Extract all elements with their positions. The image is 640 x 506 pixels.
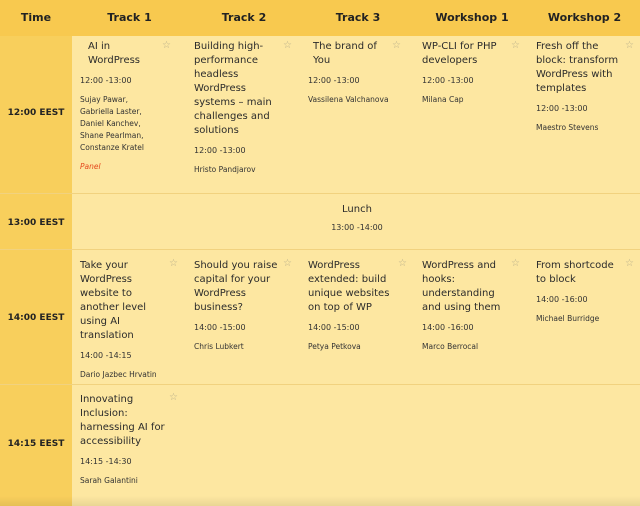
session-card[interactable] xyxy=(536,259,622,325)
session-card[interactable] xyxy=(308,40,392,106)
session-time: 14:00 -15:00 xyxy=(194,323,246,332)
row-divider xyxy=(0,193,640,194)
session-card[interactable] xyxy=(422,40,508,106)
session-card[interactable] xyxy=(80,393,166,487)
session-title[interactable]: WordPress extended: build unique websites on top of WP xyxy=(308,260,390,313)
session-speakers: Vassilena Valchanova xyxy=(308,95,389,104)
session-speakers: Maestro Stevens xyxy=(536,123,599,132)
session-time: 14:00 -16:00 xyxy=(422,323,474,332)
star-outline-icon[interactable]: ☆ xyxy=(162,40,171,51)
session-speakers: Marco Berrocal xyxy=(422,342,479,351)
session-time: 12:00 -13:00 xyxy=(80,76,132,85)
row-divider xyxy=(0,384,640,385)
session-title[interactable]: WordPress and hooks: understanding and using them xyxy=(422,260,501,313)
time-slot-label: 14:15 EEST xyxy=(7,439,65,449)
session-time: 14:00 -16:00 xyxy=(536,295,588,304)
session-speakers: Sujay Pawar, Gabriella Laster, Daniel Kanchev, Shane Pearlman, Constanze Kratel xyxy=(80,95,144,152)
time-slot-label: 12:00 EEST xyxy=(7,108,65,118)
time-slot-label: 14:00 EEST xyxy=(7,313,65,323)
session-speakers: Hristo Pandjarov xyxy=(194,165,256,174)
workshop-1-header: Workshop 1 xyxy=(435,11,509,24)
time-column-header: Time xyxy=(20,11,52,24)
session-card[interactable] xyxy=(194,259,280,353)
track-2-header: Track 2 xyxy=(221,11,267,24)
star-outline-icon[interactable]: ☆ xyxy=(169,258,178,269)
session-title[interactable]: From shortcode to block xyxy=(536,260,614,285)
lunch-break xyxy=(300,203,414,232)
session-card[interactable] xyxy=(80,40,164,174)
session-title[interactable]: The brand of You xyxy=(313,41,377,66)
session-speakers: Milana Cap xyxy=(422,95,464,104)
session-speakers: Chris Lubkert xyxy=(194,342,244,351)
session-title[interactable]: Innovating Inclusion: harnessing AI for accessibility xyxy=(80,394,165,447)
star-outline-icon[interactable]: ☆ xyxy=(169,392,178,403)
session-time: 12:00 -13:00 xyxy=(536,104,588,113)
row-divider xyxy=(0,249,640,250)
session-time: 14:00 -14:15 xyxy=(80,351,132,360)
session-time: 12:00 -13:00 xyxy=(308,76,360,85)
star-outline-icon[interactable]: ☆ xyxy=(511,40,520,51)
track-3-header: Track 3 xyxy=(335,11,381,24)
star-outline-icon[interactable]: ☆ xyxy=(625,258,634,269)
session-card[interactable] xyxy=(422,259,510,353)
star-outline-icon[interactable]: ☆ xyxy=(398,258,407,269)
lunch-title: Lunch xyxy=(342,204,372,215)
session-speakers: Sarah Galantini xyxy=(80,476,138,485)
session-card[interactable] xyxy=(308,259,396,353)
session-type-tag: Panel xyxy=(80,162,101,171)
session-time: 12:00 -13:00 xyxy=(422,76,474,85)
session-title[interactable]: Should you raise capital for your WordPress business? xyxy=(194,260,278,313)
time-slot-label: 13:00 EEST xyxy=(7,218,65,228)
star-outline-icon[interactable]: ☆ xyxy=(392,40,401,51)
star-outline-icon[interactable]: ☆ xyxy=(511,258,520,269)
session-time: 14:00 -15:00 xyxy=(308,323,360,332)
workshop-2-header: Workshop 2 xyxy=(547,11,622,24)
session-card[interactable] xyxy=(536,40,622,134)
session-time: 14:15 -14:30 xyxy=(80,457,132,466)
track-1-header: Track 1 xyxy=(107,11,152,24)
session-title[interactable]: Building high-performance headless WordPress systems – main challenges and solutions xyxy=(194,41,272,136)
lunch-time: 13:00 -14:00 xyxy=(331,223,383,232)
star-outline-icon[interactable]: ☆ xyxy=(625,40,634,51)
session-card[interactable] xyxy=(80,259,168,381)
schedule-header xyxy=(0,0,640,36)
time-column xyxy=(0,36,72,506)
session-title[interactable]: Take your WordPress website to another level using AI translation xyxy=(80,260,147,341)
session-card[interactable] xyxy=(194,40,278,176)
session-speakers: Petya Petkova xyxy=(308,342,361,351)
session-title[interactable]: Fresh off the block: transform WordPress with templates xyxy=(536,41,619,94)
session-speakers: Michael Burridge xyxy=(536,314,600,323)
session-speakers: Dario Jazbec Hrvatin xyxy=(80,370,157,379)
session-title[interactable]: WP-CLI for PHP developers xyxy=(422,41,497,66)
bottom-shadow xyxy=(0,496,640,506)
star-outline-icon[interactable]: ☆ xyxy=(283,40,292,51)
session-time: 12:00 -13:00 xyxy=(194,146,246,155)
session-title[interactable]: AI in WordPress xyxy=(88,41,141,66)
star-outline-icon[interactable]: ☆ xyxy=(283,258,292,269)
